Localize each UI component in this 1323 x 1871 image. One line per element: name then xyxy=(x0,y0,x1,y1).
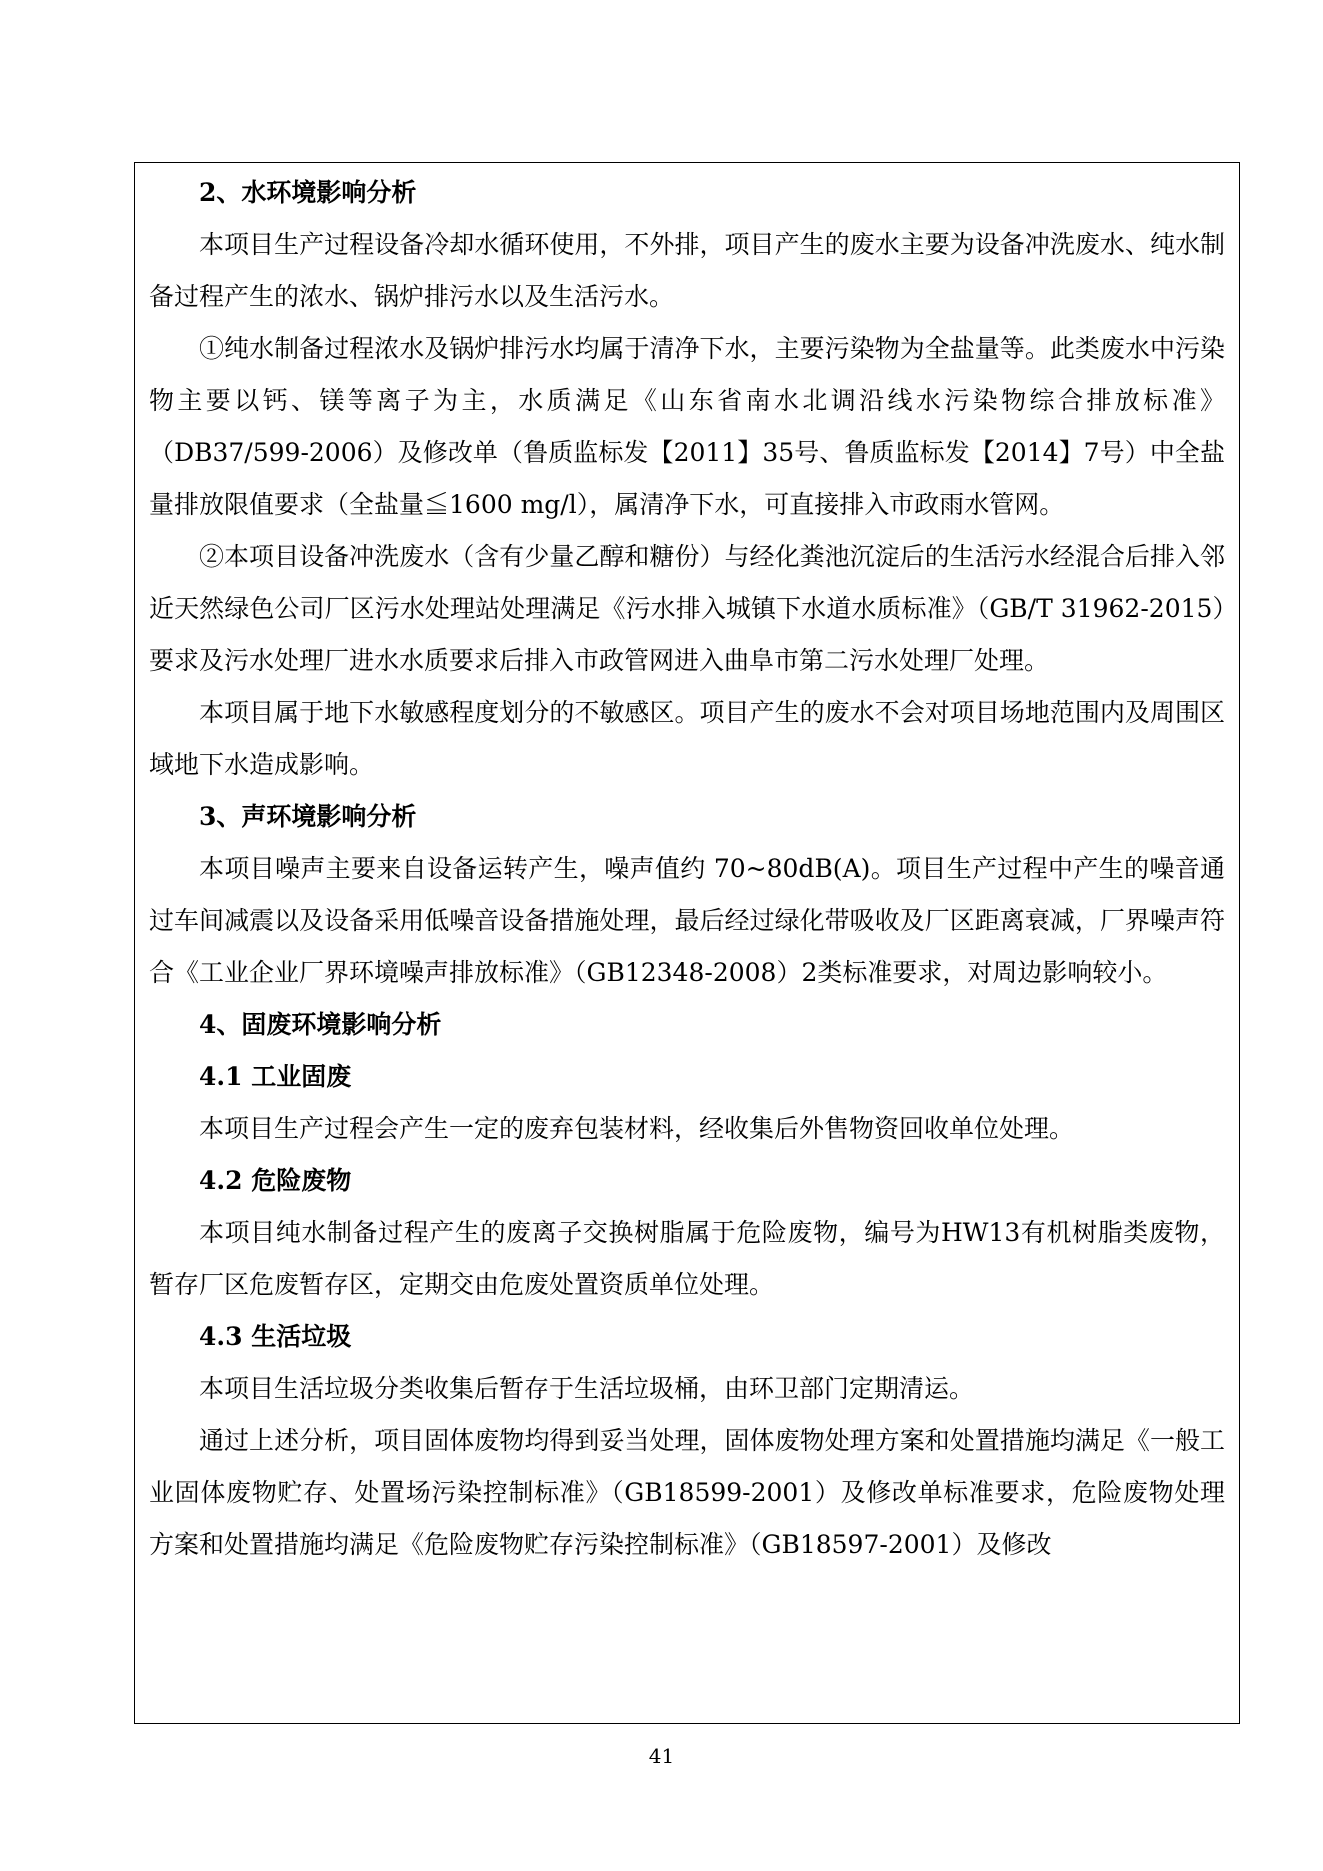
subsection-heading-domestic: 4.3 生活垃圾 xyxy=(199,1322,352,1351)
paragraph-hazardous: 本项目纯水制备过程产生的废离子交换树脂属于危险废物，编号为HW13有机树脂类废物，暂存厂区危废暂存区，定期交由危废处置资质单位处理。 xyxy=(149,1218,1225,1299)
paragraph-industrial: 本项目生产过程会产生一定的废弃包装材料，经收集后外售物资回收单位处理。 xyxy=(199,1114,1075,1143)
section-heading-water: 2、水环境影响分析 xyxy=(199,178,417,207)
paragraph-summary: 通过上述分析，项目固体废物均得到妥当处理，固体废物处理方案和处置措施均满足《一般工业固体废物贮存、处置场污染控制标准》（GB18599-2001）及修改单标准要求，危险废物处理方案和处置措施均满足《危险废物贮存污染控制标准》（GB18597-2001）及修改 xyxy=(149,1426,1225,1559)
subsection-heading-industrial: 4.1 工业固废 xyxy=(199,1062,352,1091)
paragraph-water-intro: 本项目生产过程设备冷却水循环使用，不外排，项目产生的废水主要为设备冲洗废水、纯水制备过程产生的浓水、锅炉排污水以及生活污水。 xyxy=(149,230,1225,311)
paragraph-noise: 本项目噪声主要来自设备运转产生，噪声值约 70~80dB(A)。项目生产过程中产生的噪音通过车间减震以及设备采用低噪音设备措施处理，最后经过绿化带吸收及厂区距离衰减，厂界噪声符合《工业企业厂界环境噪声排放标准》（GB12348-2008）2类标准要求，对周边影响较小。 xyxy=(149,854,1225,987)
document-body xyxy=(134,162,1240,1724)
subsection-heading-hazardous: 4.2 危险废物 xyxy=(199,1166,352,1195)
section-heading-noise: 3、声环境影响分析 xyxy=(199,802,417,831)
paragraph-groundwater: 本项目属于地下水敏感程度划分的不敏感区。项目产生的废水不会对项目场地范围内及周围区域地下水造成影响。 xyxy=(149,698,1225,779)
paragraph-domestic: 本项目生活垃圾分类收集后暂存于生活垃圾桶，由环卫部门定期清运。 xyxy=(199,1374,975,1403)
section-heading-solid-waste: 4、固废环境影响分析 xyxy=(199,1010,442,1039)
page-number: 41 xyxy=(648,1744,675,1768)
paragraph-pure-water: ①纯水制备过程浓水及锅炉排污水均属于清净下水，主要污染物为全盐量等。此类废水中污染物主要以钙、镁等离子为主，水质满足《山东省南水北调沿线水污染物综合排放标准》（DB37/599-2006）及修改单（鲁质监标发【2011】35号、鲁质监标发【2014】7号）中全盐量排放限值要求（全盐量≦1600 mg/l），属清净下水，可直接排入市政雨水管网。 xyxy=(149,334,1225,519)
paragraph-wastewater: ②本项目设备冲洗废水（含有少量乙醇和糖份）与经化粪池沉淀后的生活污水经混合后排入邻近天然绿色公司厂区污水处理站处理满足《污水排入城镇下水道水质标准》（GB/T 31962-2015）要求及污水处理厂进水水质要求后排入市政管网进入曲阜市第二污水处理厂处理。 xyxy=(149,542,1225,675)
